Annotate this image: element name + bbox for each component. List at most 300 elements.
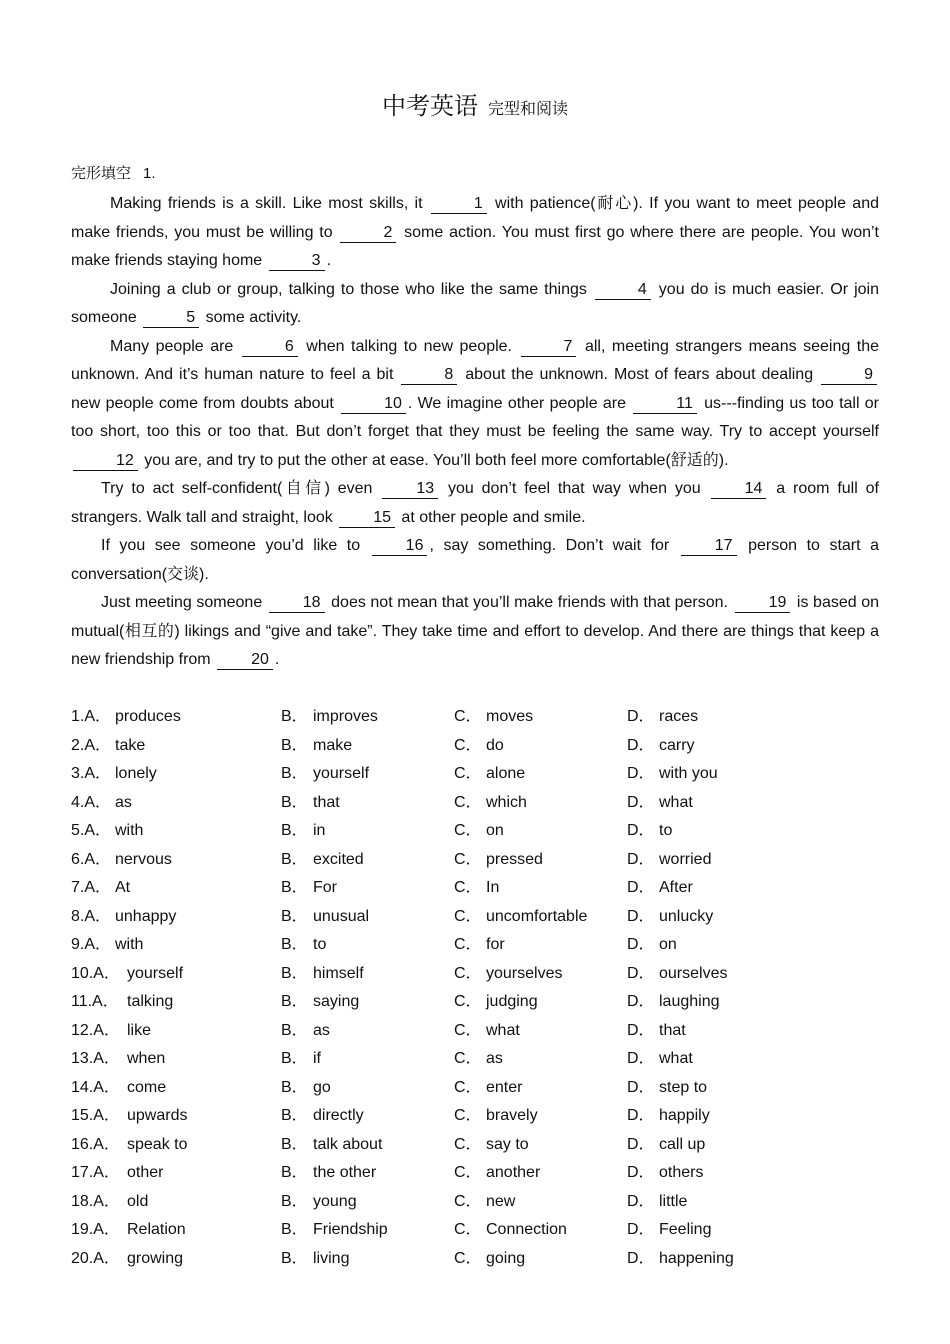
option-d <box>627 703 698 732</box>
option-a <box>71 703 181 732</box>
passage-paragraph <box>71 532 879 589</box>
passage-text: a room full of strangers. Walk tall and straight, look <box>71 480 879 526</box>
option-d <box>627 1188 687 1217</box>
option-text: what <box>486 1021 520 1039</box>
option-a <box>71 1045 165 1074</box>
passage-text: all, meeting strangers means seeing the unknown. And it’s human nature to feel a bit <box>71 337 880 383</box>
option-text: take <box>115 736 146 754</box>
option-letter: B． <box>281 822 308 839</box>
option-d <box>627 931 677 960</box>
passage-text: Many people are <box>110 337 240 355</box>
option-letter: D． <box>627 1107 655 1124</box>
question-number: 15.A． <box>71 1107 120 1124</box>
passage-text: Joining a club or group, talking to those who like the same things <box>110 280 593 298</box>
option-text: happily <box>659 1107 710 1124</box>
option-letter: C． <box>454 822 482 839</box>
option-letter: D． <box>627 907 655 925</box>
option-text: himself <box>313 964 364 982</box>
passage-paragraph <box>71 333 879 476</box>
passage-text: Making friends is a skill. Like most skills, it <box>110 195 429 212</box>
question-row <box>71 874 891 903</box>
option-letter: B． <box>281 765 308 782</box>
option-b <box>281 988 359 1017</box>
option-text: young <box>313 1192 357 1210</box>
option-letter: C． <box>454 736 482 754</box>
option-text: what <box>659 1050 693 1067</box>
option-text: do <box>486 736 504 754</box>
option-c <box>454 1245 525 1274</box>
option-a <box>71 903 176 932</box>
option-text: produces <box>115 708 181 725</box>
option-c <box>454 931 505 960</box>
passage-text: person to start a conversation(交谈). <box>71 537 880 583</box>
option-d <box>627 988 720 1017</box>
option-letter: D． <box>627 1078 655 1096</box>
option-c <box>454 703 533 732</box>
option-text: for <box>486 936 505 953</box>
option-b <box>281 703 378 732</box>
question-number: 8.A． <box>71 907 112 925</box>
option-d <box>627 1216 711 1245</box>
option-text: saying <box>313 993 360 1010</box>
option-text: which <box>486 793 527 811</box>
option-b <box>281 846 364 875</box>
option-c <box>454 1074 522 1103</box>
option-d <box>627 1159 703 1188</box>
option-d <box>627 1045 693 1074</box>
option-letter: B． <box>281 879 308 896</box>
option-text: living <box>313 1249 350 1267</box>
option-letter: B． <box>281 793 308 811</box>
option-d <box>627 1102 710 1131</box>
option-c <box>454 1102 538 1131</box>
passage-text: new people come from doubts about <box>71 394 340 412</box>
option-letter: B． <box>281 1249 308 1267</box>
option-text: alone <box>486 765 526 782</box>
option-text: as <box>486 1050 503 1067</box>
option-d <box>627 960 727 989</box>
option-letter: C． <box>454 879 482 896</box>
option-text: ourselves <box>659 964 728 982</box>
question-row <box>71 1245 891 1274</box>
blank-18: 18 <box>269 594 325 613</box>
option-text: Relation <box>127 1221 186 1238</box>
question-number: 19.A． <box>71 1221 120 1238</box>
option-text: unlucky <box>659 907 714 925</box>
option-text: excited <box>313 850 364 868</box>
option-text: yourself <box>313 765 370 782</box>
option-b <box>281 1159 376 1188</box>
option-b <box>281 1188 357 1217</box>
option-d <box>627 1074 707 1103</box>
option-text: Connection <box>486 1221 567 1238</box>
option-text: talking <box>127 993 174 1010</box>
option-letter: B． <box>281 708 308 725</box>
section-label <box>71 162 156 183</box>
passage-text: with patience(耐心). If you want to meet people and make friends, you must be willing to <box>71 195 879 241</box>
option-c <box>454 846 543 875</box>
passage-text: some activity. <box>201 309 302 326</box>
option-text: moves <box>486 708 534 725</box>
question-row <box>71 1216 891 1245</box>
option-text: if <box>313 1050 321 1067</box>
option-text: lonely <box>115 765 157 782</box>
option-text: races <box>659 708 699 725</box>
question-number: 12.A． <box>71 1021 120 1039</box>
option-a <box>71 1245 183 1274</box>
option-text: nervous <box>115 850 172 868</box>
option-letter: B． <box>281 1164 308 1181</box>
option-text: the other <box>313 1164 377 1181</box>
option-text: judging <box>486 993 538 1010</box>
option-c <box>454 874 499 903</box>
option-letter: C． <box>454 1135 482 1153</box>
option-letter: B． <box>281 1021 308 1039</box>
passage-text: about the unknown. Most of fears about dealing <box>459 366 820 383</box>
option-letter: B． <box>281 907 308 925</box>
option-text: step to <box>659 1078 708 1096</box>
question-number: 5.A． <box>71 822 112 839</box>
option-text: bravely <box>486 1107 538 1124</box>
option-text: others <box>659 1164 704 1181</box>
option-letter: C． <box>454 1078 482 1096</box>
section-number: 1. <box>143 165 156 182</box>
passage-text: If you see someone you’d like to <box>101 537 370 554</box>
blank-1: 1 <box>431 195 487 214</box>
option-letter: C． <box>454 1050 482 1067</box>
passage-paragraph <box>71 190 879 276</box>
option-letter: D． <box>627 1221 655 1238</box>
option-a <box>71 732 145 761</box>
option-letter: D． <box>627 1050 655 1067</box>
option-a <box>71 1188 148 1217</box>
option-text: on <box>659 936 677 953</box>
blank-2: 2 <box>340 224 396 243</box>
option-letter: C． <box>454 907 482 925</box>
option-text: what <box>659 793 693 811</box>
option-text: enter <box>486 1078 523 1096</box>
option-b <box>281 817 325 846</box>
blank-16: 16 <box>372 537 428 556</box>
option-text: with <box>115 822 144 839</box>
option-d <box>627 1017 686 1046</box>
option-text: come <box>127 1078 167 1096</box>
passage-paragraph <box>71 475 879 532</box>
option-d <box>627 874 693 903</box>
option-a <box>71 1074 166 1103</box>
option-letter: D． <box>627 936 655 953</box>
passage-text: . We imagine other people are <box>407 394 632 412</box>
option-d <box>627 789 693 818</box>
question-number: 16.A． <box>71 1135 120 1153</box>
question-number: 11.A． <box>71 993 119 1010</box>
blank-10: 10 <box>341 395 406 414</box>
passage-text: you are, and try to put the other at ease. You’ll both feel more comfortable(舒适的). <box>139 451 729 469</box>
option-letter: B． <box>281 736 308 754</box>
section-name: 完形填空 <box>71 164 132 182</box>
question-row <box>71 988 891 1017</box>
option-b <box>281 1045 321 1074</box>
question-number: 3.A． <box>71 765 112 782</box>
option-letter: B． <box>281 1078 308 1096</box>
option-text: little <box>659 1192 688 1210</box>
option-letter: D． <box>627 793 655 811</box>
question-number: 9.A． <box>71 936 112 953</box>
blank-11: 11 <box>633 395 697 414</box>
option-c <box>454 960 562 989</box>
question-number: 17.A． <box>71 1164 120 1181</box>
option-c <box>454 1159 540 1188</box>
option-letter: D． <box>627 879 655 896</box>
passage-text: us---finding us too tall or too short, too this or too that. But don’t forget that they must be feeling the same way. Try to accept yourself <box>71 394 880 440</box>
option-text: new <box>486 1192 516 1210</box>
option-a <box>71 931 143 960</box>
passage-text: you do is much easier. Or join someone <box>71 280 879 326</box>
question-row <box>71 1131 891 1160</box>
option-c <box>454 903 587 932</box>
option-letter: B． <box>281 1050 308 1067</box>
option-text: as <box>115 793 132 811</box>
question-row <box>71 960 891 989</box>
option-letter: B． <box>281 993 308 1010</box>
option-text: talk about <box>313 1135 383 1153</box>
option-text: At <box>115 879 131 896</box>
question-row <box>71 1102 891 1131</box>
question-number: 6.A． <box>71 850 112 868</box>
option-text: upwards <box>127 1107 188 1124</box>
option-text: Feeling <box>659 1221 712 1238</box>
option-text: growing <box>127 1249 184 1267</box>
option-letter: D． <box>627 993 655 1010</box>
option-letter: C． <box>454 993 482 1010</box>
title-main: 中考英语 <box>381 92 478 120</box>
option-letter: C． <box>454 850 482 868</box>
option-a <box>71 817 143 846</box>
passage-text: when talking to new people. <box>299 337 519 355</box>
question-number: 2.A． <box>71 736 112 754</box>
option-a <box>71 960 183 989</box>
option-d <box>627 732 695 761</box>
option-b <box>281 760 369 789</box>
option-letter: B． <box>281 1107 308 1124</box>
blank-17: 17 <box>681 537 737 556</box>
option-a <box>71 760 157 789</box>
option-text: as <box>313 1021 330 1039</box>
question-number: 20.A． <box>71 1249 120 1267</box>
option-letter: D． <box>627 736 655 754</box>
option-text: with you <box>659 765 718 782</box>
option-a <box>71 846 172 875</box>
option-text: yourselves <box>486 964 563 982</box>
question-row <box>71 789 891 818</box>
option-letter: D． <box>627 964 655 982</box>
option-letter: D． <box>627 1021 655 1039</box>
question-number: 13.A． <box>71 1050 120 1067</box>
option-b <box>281 931 326 960</box>
option-letter: C． <box>454 936 482 953</box>
option-a <box>71 1216 186 1245</box>
cloze-passage <box>71 190 879 675</box>
blank-19: 19 <box>735 594 791 613</box>
option-text: other <box>127 1164 164 1181</box>
question-row <box>71 1074 891 1103</box>
option-b <box>281 732 352 761</box>
option-b <box>281 1131 382 1160</box>
passage-text: . <box>274 651 280 668</box>
option-b <box>281 874 337 903</box>
option-letter: C． <box>454 1107 482 1124</box>
option-letter: D． <box>627 1192 655 1210</box>
blank-4: 4 <box>595 281 651 300</box>
question-number: 7.A． <box>71 879 112 896</box>
option-text: directly <box>313 1107 364 1124</box>
option-text: with <box>115 936 144 953</box>
option-c <box>454 988 538 1017</box>
option-b <box>281 1245 349 1274</box>
option-b <box>281 789 340 818</box>
option-text: to <box>313 936 327 953</box>
blank-9: 9 <box>821 366 877 385</box>
document-title <box>0 86 950 121</box>
option-c <box>454 1017 520 1046</box>
option-c <box>454 1216 567 1245</box>
question-row <box>71 817 891 846</box>
blank-13: 13 <box>382 480 438 499</box>
option-a <box>71 874 130 903</box>
option-text: After <box>659 879 693 896</box>
option-letter: C． <box>454 1249 482 1267</box>
option-letter: B． <box>281 1192 308 1210</box>
question-row <box>71 703 891 732</box>
option-text: speak to <box>127 1135 188 1153</box>
option-d <box>627 760 718 789</box>
option-text: In <box>486 879 500 896</box>
question-number: 1.A． <box>71 708 112 725</box>
option-letter: D． <box>627 1135 655 1153</box>
answer-options <box>71 703 891 1273</box>
option-letter: C． <box>454 1021 482 1039</box>
option-letter: B． <box>281 936 308 953</box>
option-a <box>71 1102 187 1131</box>
blank-12: 12 <box>73 452 138 471</box>
option-d <box>627 817 672 846</box>
option-text: yourself <box>127 964 184 982</box>
question-row <box>71 1159 891 1188</box>
option-d <box>627 903 713 932</box>
option-text: in <box>313 822 326 839</box>
option-d <box>627 846 711 875</box>
blank-7: 7 <box>521 338 577 357</box>
option-b <box>281 1017 330 1046</box>
option-a <box>71 1131 187 1160</box>
option-text: when <box>127 1050 166 1067</box>
option-text: another <box>486 1164 541 1181</box>
option-text: to <box>659 822 673 839</box>
option-b <box>281 1216 388 1245</box>
passage-text: you don’t feel that way when you <box>440 480 709 497</box>
option-letter: C． <box>454 1221 482 1238</box>
option-d <box>627 1131 705 1160</box>
option-text: go <box>313 1078 331 1096</box>
option-text: happening <box>659 1249 734 1267</box>
passage-text: at other people and smile. <box>396 508 586 526</box>
question-row <box>71 1017 891 1046</box>
passage-text: some action. You must first go where there are people. You won’t make friends staying home <box>71 223 879 269</box>
option-c <box>454 1188 515 1217</box>
question-row <box>71 732 891 761</box>
passage-paragraph <box>71 589 879 675</box>
option-letter: D． <box>627 1249 655 1267</box>
blank-3: 3 <box>269 252 325 271</box>
option-text: For <box>313 879 337 896</box>
option-letter: D． <box>627 765 655 782</box>
option-text: improves <box>313 708 378 725</box>
option-a <box>71 1017 151 1046</box>
option-letter: C． <box>454 964 482 982</box>
title-subtitle: 完型和阅读 <box>487 99 568 118</box>
option-text: carry <box>659 736 695 754</box>
option-letter: D． <box>627 1164 655 1181</box>
option-text: like <box>127 1021 152 1039</box>
passage-text: Try to act self-confident(自信) even <box>101 480 381 497</box>
option-text: on <box>486 822 504 839</box>
blank-6: 6 <box>242 338 298 357</box>
question-number: 10.A． <box>71 964 120 982</box>
option-letter: B． <box>281 964 308 982</box>
option-text: unusual <box>313 907 370 925</box>
option-text: old <box>127 1192 149 1210</box>
passage-text: Just meeting someone <box>101 594 267 611</box>
option-a <box>71 988 173 1017</box>
option-text: going <box>486 1249 526 1267</box>
passage-text: does not mean that you’ll make friends with that person. <box>326 594 733 611</box>
option-text: Friendship <box>313 1221 388 1238</box>
passage-text: , say something. Don’t wait for <box>429 537 679 554</box>
option-text: call up <box>659 1135 706 1153</box>
option-d <box>627 1245 734 1274</box>
question-number: 4.A． <box>71 793 112 811</box>
passage-text: . <box>326 252 332 269</box>
option-c <box>454 817 504 846</box>
option-text: say to <box>486 1135 529 1153</box>
question-row <box>71 760 891 789</box>
option-letter: C． <box>454 1192 482 1210</box>
option-text: that <box>659 1021 686 1039</box>
question-number: 18.A． <box>71 1192 120 1210</box>
option-letter: D． <box>627 850 655 868</box>
option-letter: C． <box>454 708 482 725</box>
blank-15: 15 <box>339 509 395 528</box>
option-letter: D． <box>627 708 655 725</box>
question-number: 14.A． <box>71 1078 120 1096</box>
question-row <box>71 903 891 932</box>
question-row <box>71 846 891 875</box>
question-row <box>71 931 891 960</box>
blank-8: 8 <box>401 366 457 385</box>
option-c <box>454 789 527 818</box>
option-text: pressed <box>486 850 543 868</box>
blank-5: 5 <box>143 309 199 328</box>
blank-14: 14 <box>711 480 767 499</box>
option-c <box>454 760 525 789</box>
option-letter: B． <box>281 1221 308 1238</box>
option-letter: C． <box>454 793 482 811</box>
question-row <box>71 1045 891 1074</box>
option-text: make <box>313 736 353 754</box>
option-b <box>281 960 364 989</box>
passage-text: is based on mutual(相互的) likings and “give and take”. They take time and effort to develop. And there are things that keep a new friendship from <box>71 594 879 668</box>
blank-20: 20 <box>217 651 273 670</box>
